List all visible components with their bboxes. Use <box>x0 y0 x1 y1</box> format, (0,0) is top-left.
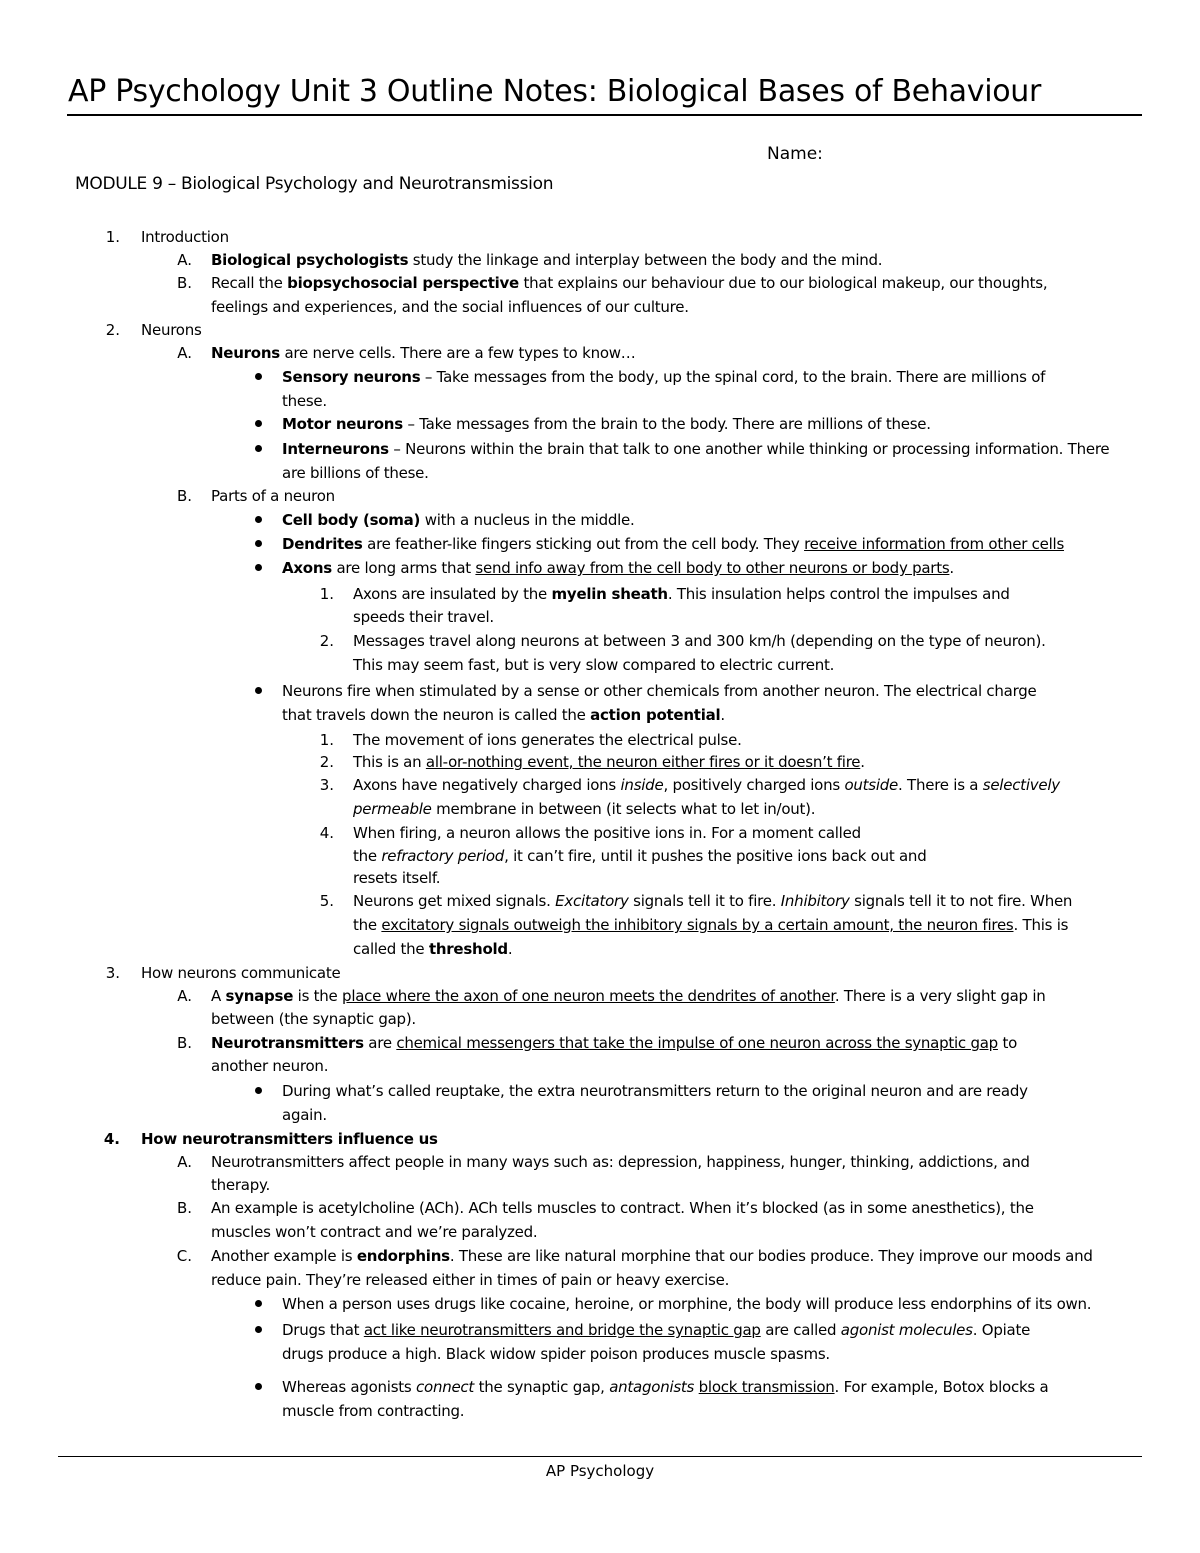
list-item: The movement of ions generates the electrical pulse. <box>353 731 742 749</box>
list-item: Axons are long arms that send info away from the cell body to other neurons or body parts. <box>282 559 954 577</box>
list-item-continued: feelings and experiences, and the social influences of our culture. <box>211 298 689 316</box>
item-marker: 4. <box>319 824 334 842</box>
list-item: Cell body (soma) with a nucleus in the middle. <box>282 511 635 529</box>
bullet-icon <box>255 420 262 427</box>
list-item: Another example is endorphins. These are like natural morphine that our bodies produce. They improve our moods and <box>211 1247 1093 1265</box>
list-item: Biological psychologists study the linkage and interplay between the body and the mind. <box>211 251 883 269</box>
list-item: Neurons are nerve cells. There are a few types to know… <box>211 344 636 362</box>
item-marker: B. <box>176 1199 192 1217</box>
list-item-continued: the refractory period, it can’t fire, until it pushes the positive ions back out and <box>353 847 927 865</box>
list-item-continued: are billions of these. <box>282 464 429 482</box>
page-title: AP Psychology Unit 3 Outline Notes: Biological Bases of Behaviour <box>68 74 1042 109</box>
list-item: A synapse is the place where the axon of one neuron meets the dendrites of another. There is a very slight gap in <box>211 987 1046 1005</box>
list-item-continued: resets itself. <box>353 869 441 887</box>
list-item: Drugs that act like neurotransmitters and bridge the synaptic gap are called agonist molecules. Opiate <box>282 1321 1031 1339</box>
list-item-continued: speeds their travel. <box>353 608 494 626</box>
list-item: An example is acetylcholine (ACh). ACh tells muscles to contract. When it’s blocked (as in some anesthetics), the <box>211 1199 1034 1217</box>
section-number: 2. <box>105 321 120 339</box>
module-heading: MODULE 9 – Biological Psychology and Neurotransmission <box>75 174 554 194</box>
section-heading: Neurons <box>141 321 202 339</box>
section-heading: How neurotransmitters influence us <box>141 1130 438 1148</box>
list-item-continued: these. <box>282 392 327 410</box>
name-label: Name: <box>767 144 823 164</box>
page-footer: AP Psychology <box>545 1462 655 1480</box>
list-item-continued: therapy. <box>211 1176 271 1194</box>
list-item-continued: another neuron. <box>211 1057 329 1075</box>
list-item-continued: called the threshold. <box>353 940 513 958</box>
section-number: 1. <box>105 228 120 246</box>
item-marker: B. <box>176 1034 192 1052</box>
bullet-icon <box>255 373 262 380</box>
bullet-icon <box>255 1300 262 1307</box>
bullet-icon <box>255 687 262 694</box>
list-item: Neurotransmitters affect people in many ways such as: depression, happiness, hunger, thinking, addictions, and <box>211 1153 1030 1171</box>
item-marker: 1. <box>319 585 334 603</box>
list-item: Dendrites are feather-like fingers sticking out from the cell body. They receive information from other cells <box>282 535 1065 553</box>
list-item: Messages travel along neurons at between 3 and 300 km/h (depending on the type of neuron). <box>353 632 1046 650</box>
list-item-continued: muscles won’t contract and we’re paralyzed. <box>211 1223 538 1241</box>
section-number: 3. <box>105 964 120 982</box>
list-item: During what’s called reuptake, the extra neurotransmitters return to the original neuron and are ready <box>282 1082 1028 1100</box>
bullet-icon <box>255 516 262 523</box>
list-item: When firing, a neuron allows the positive ions in. For a moment called <box>353 824 861 842</box>
item-marker: 5. <box>319 892 334 910</box>
list-item: Axons are insulated by the myelin sheath. This insulation helps control the impulses and <box>353 585 1010 603</box>
list-item: This is an all-or-nothing event, the neuron either fires or it doesn’t fire. <box>353 753 865 771</box>
bullet-icon <box>255 1087 262 1094</box>
section-heading: How neurons communicate <box>141 964 341 982</box>
list-item-continued: reduce pain. They’re released either in times of pain or heavy exercise. <box>211 1271 730 1289</box>
item-marker: A. <box>177 344 192 362</box>
list-item: Neurons get mixed signals. Excitatory signals tell it to fire. Inhibitory signals tell it to not fire. When <box>353 892 1073 910</box>
item-marker: B. <box>176 274 192 292</box>
bullet-icon <box>255 1326 262 1333</box>
list-item: Sensory neurons – Take messages from the body, up the spinal cord, to the brain. There are millions of <box>282 368 1046 386</box>
list-item: Interneurons – Neurons within the brain that talk to one another while thinking or processing information. There <box>282 440 1110 458</box>
list-item-continued: the excitatory signals outweigh the inhibitory signals by a certain amount, the neuron fires. This is <box>353 916 1069 934</box>
bullet-icon <box>255 1383 262 1390</box>
list-item-continued: between (the synaptic gap). <box>211 1010 416 1028</box>
list-item-continued: drugs produce a high. Black widow spider poison produces muscle spasms. <box>282 1345 830 1363</box>
item-marker: A. <box>177 987 192 1005</box>
item-marker: 3. <box>319 776 334 794</box>
list-item-continued: muscle from contracting. <box>282 1402 465 1420</box>
item-marker: C. <box>176 1247 192 1265</box>
section-number: 4. <box>103 1130 120 1148</box>
item-marker: 1. <box>319 731 334 749</box>
list-item-continued: that travels down the neuron is called the action potential. <box>282 706 725 724</box>
section-heading: Introduction <box>141 228 229 246</box>
list-item: When a person uses drugs like cocaine, heroine, or morphine, the body will produce less endorphins of its own. <box>282 1295 1092 1313</box>
bullet-icon <box>255 445 262 452</box>
footer-divider <box>58 1456 1142 1457</box>
list-item-continued: permeable membrane in between (it selects what to let in/out). <box>353 800 816 818</box>
bullet-icon <box>255 564 262 571</box>
list-item: Whereas agonists connect the synaptic gap, antagonists block transmission. For example, Botox blocks a <box>282 1378 1049 1396</box>
list-item: Recall the biopsychosocial perspective that explains our behaviour due to our biological makeup, our thoughts, <box>211 274 1048 292</box>
list-item: Axons have negatively charged ions inside, positively charged ions outside. There is a selectively <box>353 776 1060 794</box>
list-item: Parts of a neuron <box>211 487 335 505</box>
list-item-continued: again. <box>282 1106 327 1124</box>
item-marker: 2. <box>319 632 334 650</box>
item-marker: 2. <box>319 753 334 771</box>
list-item: Neurons fire when stimulated by a sense or other chemicals from another neuron. The electrical charge <box>282 682 1037 700</box>
list-item-continued: This may seem fast, but is very slow compared to electric current. <box>353 656 835 674</box>
bullet-icon <box>255 540 262 547</box>
list-item: Motor neurons – Take messages from the brain to the body. There are millions of these. <box>282 415 931 433</box>
item-marker: A. <box>177 1153 192 1171</box>
list-item: Neurotransmitters are chemical messengers that take the impulse of one neuron across the synaptic gap to <box>211 1034 1018 1052</box>
title-divider <box>67 114 1142 116</box>
item-marker: B. <box>176 487 192 505</box>
item-marker: A. <box>177 251 192 269</box>
